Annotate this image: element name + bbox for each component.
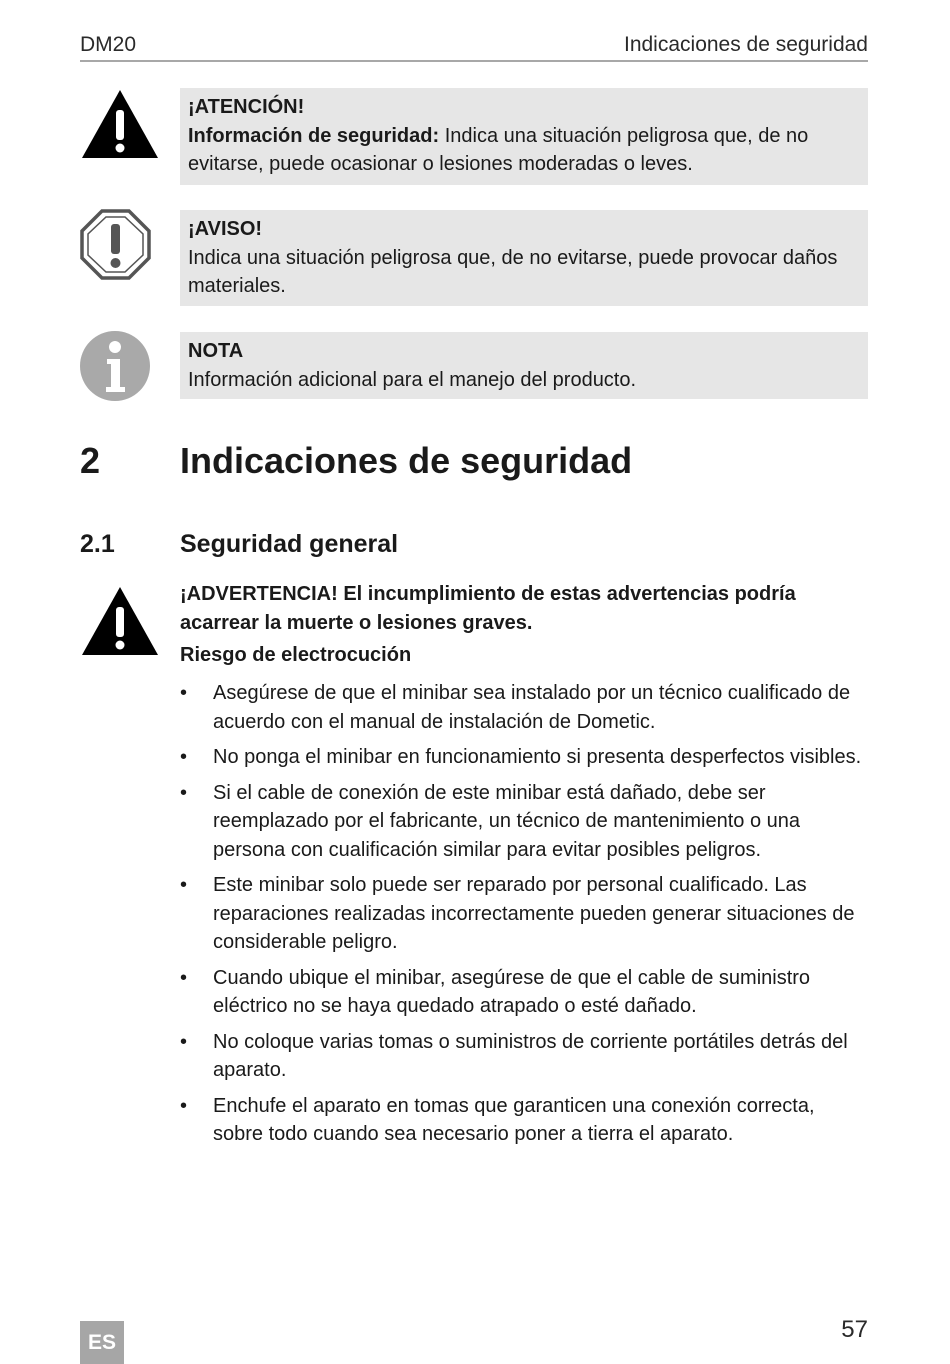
- list-item-text: No coloque varias tomas o suministros de corriente portátiles detrás del aparato.: [213, 1030, 848, 1081]
- bullet-icon: •: [180, 874, 188, 896]
- subsection-number: 2.1: [80, 530, 115, 558]
- notice-attention: [180, 88, 868, 185]
- page-number: 57: [841, 1316, 868, 1343]
- notice-aviso-text: Indica una situación peligrosa que, de no evitarse, puede provocar daños materiales.: [188, 246, 838, 297]
- bullet-icon: •: [180, 1094, 188, 1117]
- section-title: Indicaciones de seguridad: [180, 440, 633, 481]
- warning-text: ¡ADVERTENCIA! El incumplimiento de estas advertencias podría acarrear la muerte o lesiones graves.: [180, 583, 796, 634]
- header-section: Indicaciones de seguridad: [623, 33, 868, 56]
- header-model: DM20: [80, 33, 137, 56]
- list-item-text: Asegúrese de que el minibar sea instalado por un técnico cualificado de acuerdo con el manual de instalación de Dometic.: [213, 682, 851, 733]
- subsection-title: Seguridad general: [180, 530, 399, 558]
- bullet-icon: •: [180, 966, 188, 989]
- list-item-text: No ponga el minibar en funcionamiento si presenta desperfectos visibles.: [213, 746, 862, 768]
- list-item: [180, 679, 870, 736]
- warning-triangle-icon: [80, 88, 160, 160]
- list-item: [180, 964, 870, 1021]
- list-item-text: Si el cable de conexión de este minibar está dañado, debe ser reemplazado por el fabricante, un técnico de mantenimiento o una persona con cualificación similar para evitar posibles peligros.: [213, 781, 801, 861]
- safety-bullet-list: [180, 679, 870, 1156]
- language-tab: ES: [80, 1321, 124, 1364]
- list-item: [180, 1028, 870, 1085]
- notice-attention-title: ¡ATENCIÓN!: [188, 96, 305, 118]
- info-circle-icon: [80, 330, 160, 402]
- list-item: [180, 1092, 870, 1149]
- list-item: [180, 779, 870, 865]
- bullet-icon: •: [180, 746, 188, 768]
- notice-nota-title: NOTA: [188, 340, 244, 362]
- bullet-icon: •: [180, 682, 188, 704]
- notice-aviso: [180, 210, 868, 306]
- list-item: [180, 871, 870, 957]
- bullet-icon: •: [180, 781, 188, 804]
- list-item-text: Enchufe el aparato en tomas que garanticen una conexión correcta, sobre todo cuando sea necesario poner a tierra el aparato.: [213, 1094, 815, 1145]
- octagon-exclamation-icon: [80, 208, 160, 280]
- list-item-text: Cuando ubique el minibar, asegúrese de que el cable de suministro eléctrico no se haya quedado atrapado o esté dañado.: [213, 966, 811, 1017]
- bullet-icon: •: [180, 1030, 188, 1053]
- section-number: 2: [80, 440, 101, 481]
- list-item: [180, 743, 870, 772]
- list-item-text: Este minibar solo puede ser reparado por personal cualificado. Las reparaciones realizadas incorrectamente pueden generar situaciones de considerable peligro.: [213, 874, 855, 953]
- warning-triangle-icon: [80, 585, 160, 657]
- notice-aviso-title: ¡AVISO!: [188, 218, 263, 240]
- notice-attention-text: Indica una situación peligrosa que, de no evitarse, puede ocasionar o lesiones moderadas o leves.: [188, 124, 809, 175]
- risk-title: Riesgo de electrocución: [180, 644, 412, 666]
- page-header: [80, 30, 868, 62]
- notice-attention-lead: Información de seguridad:: [188, 124, 440, 147]
- notice-attention-body: [188, 122, 860, 179]
- notice-nota-text: Información adicional para el manejo del producto.: [188, 368, 637, 391]
- notice-nota: [180, 332, 868, 399]
